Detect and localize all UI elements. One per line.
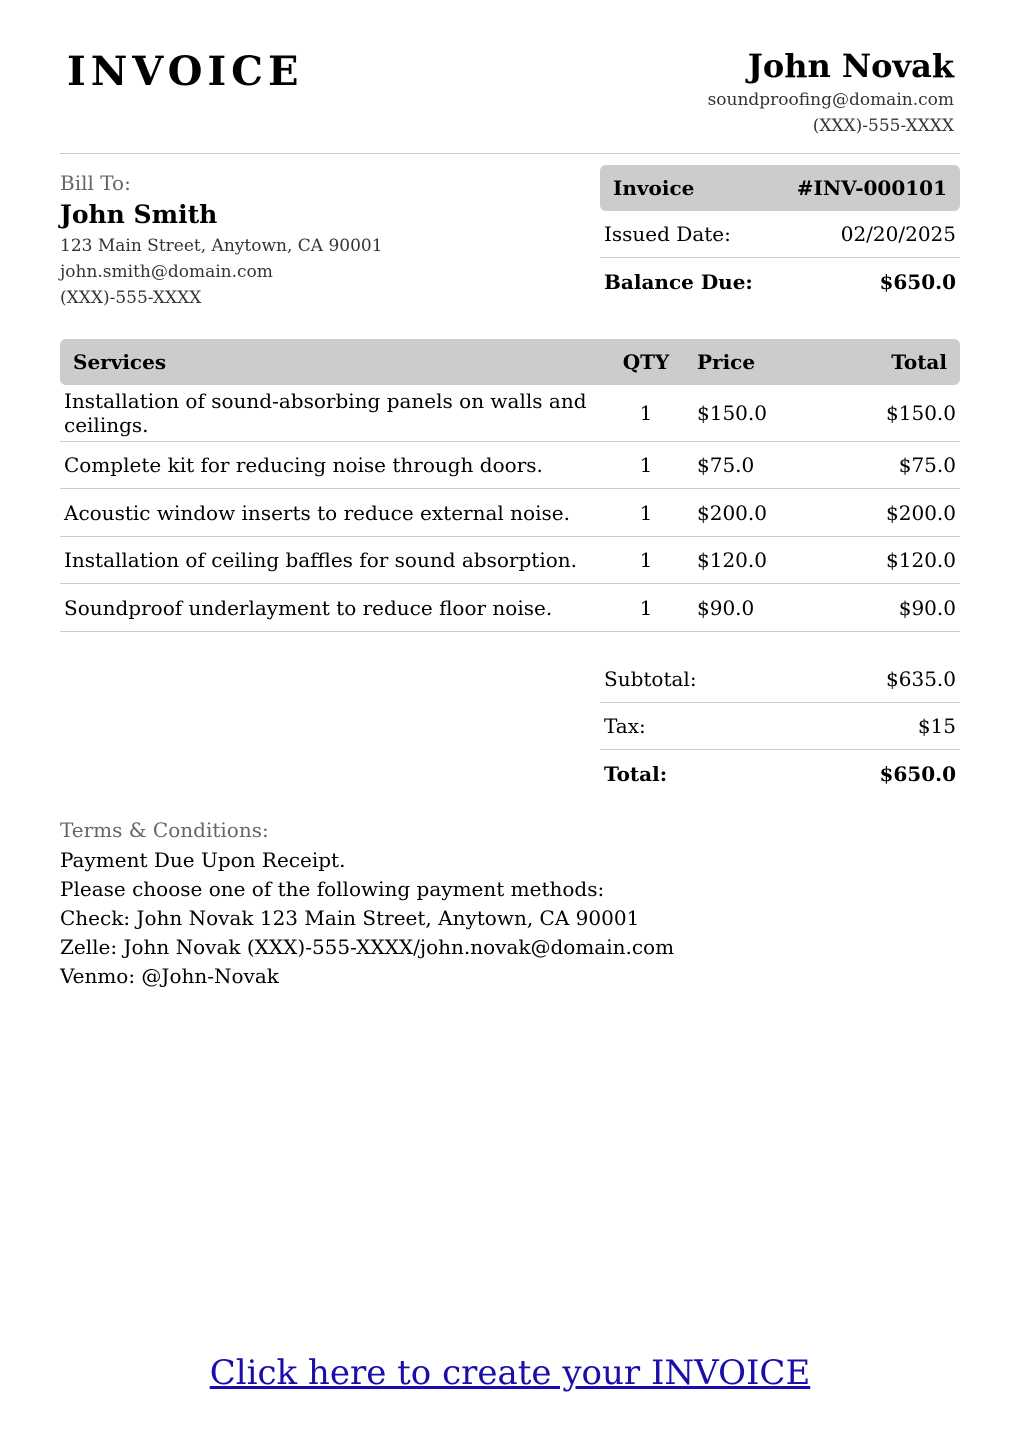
header-services: Services — [73, 350, 167, 374]
terms-line: Check: John Novak 123 Main Street, Anytown, CA 90001 — [60, 906, 640, 930]
services-table-header — [60, 339, 960, 385]
tax-value: $15 — [917, 714, 956, 738]
client-email: john.smith@domain.com — [60, 262, 273, 282]
table-row — [60, 537, 960, 584]
sender-email: soundproofing@domain.com — [707, 90, 954, 110]
balance-due-value: $650.0 — [879, 269, 956, 294]
tax-row — [600, 703, 960, 750]
service-total: $150.0 — [886, 401, 956, 425]
header-total: Total — [891, 350, 947, 374]
bill-to-label: Bill To: — [60, 171, 131, 195]
terms-line: Zelle: John Novak (XXX)-555-XXXX/john.novak@domain.com — [60, 935, 675, 959]
service-qty: 1 — [639, 453, 653, 477]
terms-line: Payment Due Upon Receipt. — [60, 848, 346, 872]
service-qty: 1 — [639, 500, 653, 525]
invoice-number-header — [600, 165, 960, 211]
issued-date-label: Issued Date: — [604, 222, 731, 246]
service-total: $75.0 — [898, 453, 956, 477]
service-price: $90.0 — [697, 595, 755, 620]
client-phone: (XXX)-555-XXXX — [60, 288, 202, 308]
totals-summary — [600, 656, 960, 797]
invoice-meta — [600, 165, 960, 305]
table-row — [60, 385, 960, 442]
service-price: $75.0 — [697, 453, 755, 477]
issued-date-row — [600, 211, 960, 258]
subtotal-row — [600, 656, 960, 703]
table-row — [60, 584, 960, 632]
terms-label: Terms & Conditions: — [60, 818, 269, 842]
service-description: Soundproof underlayment to reduce floor noise. — [64, 595, 553, 620]
invoice-label: Invoice — [613, 176, 695, 200]
service-qty: 1 — [639, 401, 653, 425]
total-value: $650.0 — [879, 761, 956, 786]
service-total: $200.0 — [886, 500, 956, 525]
terms-line: Venmo: @John-Novak — [60, 964, 279, 988]
header-qty: QTY — [622, 350, 670, 374]
invoice-title: INVOICE — [67, 48, 304, 95]
client-address: 123 Main Street, Anytown, CA 90001 — [60, 236, 383, 256]
invoice-number: #INV-000101 — [796, 176, 947, 200]
tax-label: Tax: — [604, 714, 646, 738]
service-description: Installation of ceiling baffles for sound absorption. — [64, 548, 577, 572]
service-qty: 1 — [639, 548, 653, 572]
balance-due-row — [600, 258, 960, 305]
service-price: $200.0 — [697, 500, 767, 525]
terms-line: Please choose one of the following payment methods: — [60, 877, 605, 901]
service-qty: 1 — [639, 595, 653, 620]
subtotal-value: $635.0 — [886, 667, 956, 691]
services-table — [60, 339, 960, 632]
service-price: $120.0 — [697, 548, 767, 572]
sender-name: John Novak — [747, 47, 954, 85]
table-row — [60, 489, 960, 537]
client-name: John Smith — [60, 200, 218, 229]
service-description: Complete kit for reducing noise through doors. — [64, 453, 543, 477]
header-divider — [60, 153, 960, 154]
service-price: $150.0 — [697, 401, 767, 425]
create-invoice-link[interactable]: Click here to create your INVOICE — [209, 1353, 811, 1393]
sender-phone: (XXX)-555-XXXX — [812, 116, 954, 136]
table-row — [60, 442, 960, 489]
issued-date-value: 02/20/2025 — [840, 222, 956, 246]
total-row — [600, 750, 960, 797]
service-description: Installation of sound-absorbing panels on walls and ceilings. — [64, 389, 587, 437]
service-total: $120.0 — [886, 548, 956, 572]
balance-due-label: Balance Due: — [604, 269, 753, 294]
subtotal-label: Subtotal: — [604, 667, 697, 691]
total-label: Total: — [604, 761, 668, 786]
service-total: $90.0 — [898, 595, 956, 620]
header-price: Price — [697, 350, 756, 374]
service-description: Acoustic window inserts to reduce external noise. — [64, 500, 570, 525]
